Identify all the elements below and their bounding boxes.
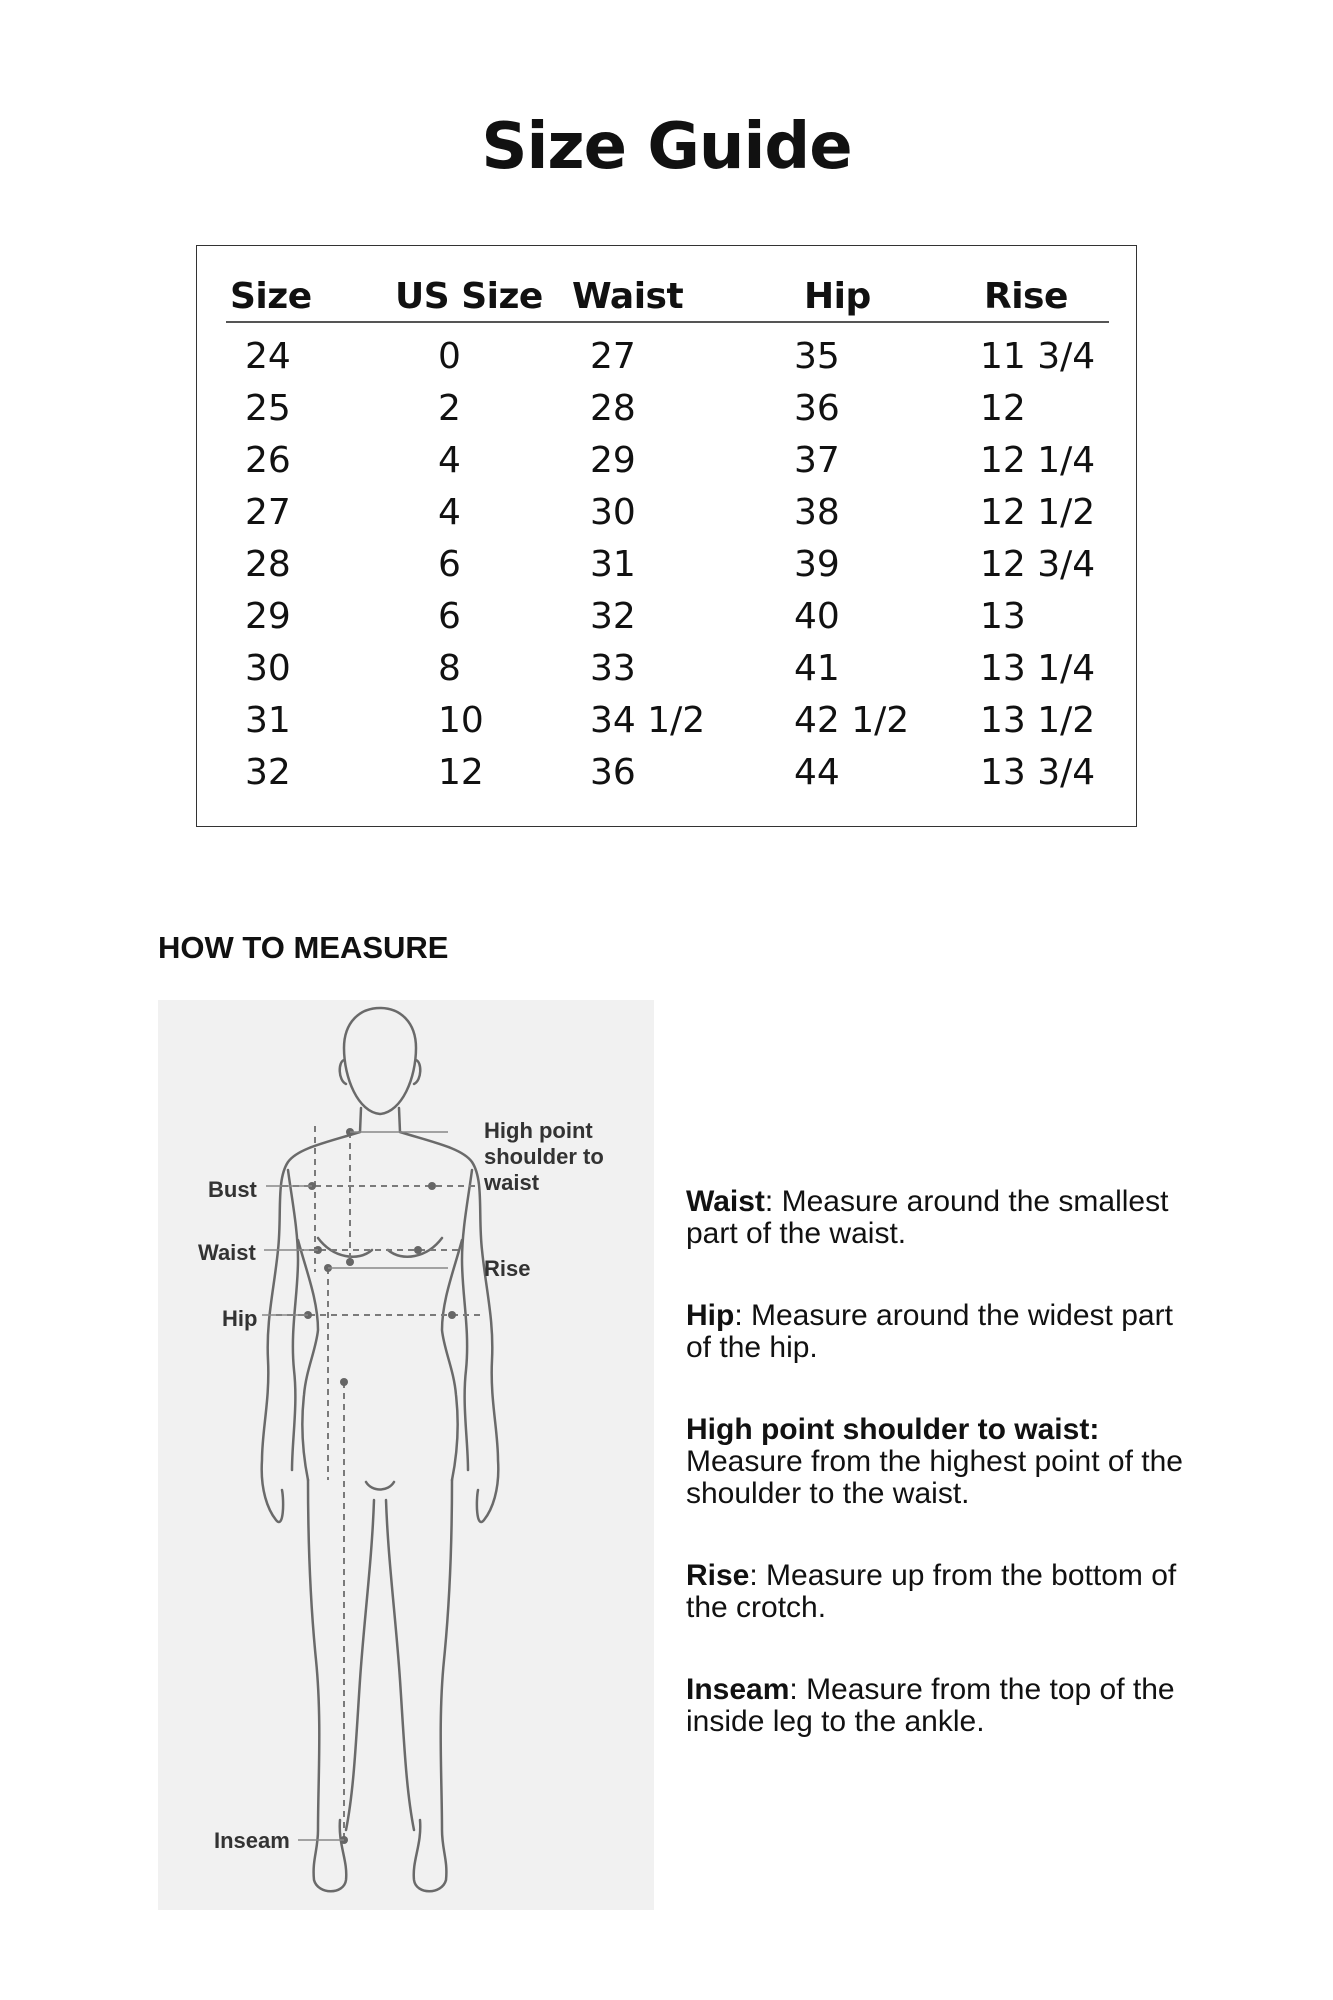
cell-size: 24 [245,336,291,377]
cell-rise: 13 1/2 [980,700,1096,741]
cell-hip: 35 [794,336,840,377]
cell-size: 31 [245,700,291,741]
label-high-point-line3: waist [484,1170,540,1195]
cell-size: 28 [245,544,291,585]
cell-waist: 31 [590,544,636,585]
cell-rise: 12 3/4 [980,544,1096,585]
instruction-rise: Rise: Measure up from the bottom of the crotch. [686,1559,1177,1624]
page-title: Size Guide [481,110,852,184]
cell-waist: 29 [590,440,636,481]
cell-waist: 34 1/2 [590,700,706,741]
label-high-point-line1: High point [484,1118,593,1143]
instruction-inseam: Inseam: Measure from the top of the inside leg to the ankle. [686,1673,1175,1738]
header-rise: Rise [984,276,1068,317]
cell-us-size: 0 [438,336,461,377]
label-high-point-shoulder [484,1118,604,1196]
cell-size: 25 [245,388,291,429]
body-measurement-figure [158,1000,654,1910]
cell-us-size: 4 [438,492,461,533]
header-hip: Hip [804,276,871,317]
cell-hip: 42 1/2 [794,700,910,741]
label-bust: Bust [208,1177,257,1202]
cell-hip: 36 [794,388,840,429]
cell-rise: 11 3/4 [980,336,1096,377]
cell-hip: 44 [794,752,840,793]
cell-hip: 37 [794,440,840,481]
table-row [197,700,1136,752]
cell-us-size: 12 [438,752,484,793]
table-row [197,752,1136,804]
table-row [197,440,1136,492]
cell-us-size: 6 [438,544,461,585]
table-row [197,492,1136,544]
label-high-point-line2: shoulder to [484,1144,604,1169]
label-rise: Rise [484,1256,531,1281]
cell-size: 30 [245,648,291,689]
cell-waist: 36 [590,752,636,793]
header-size: Size [230,276,312,317]
header-divider [226,321,1109,323]
cell-us-size: 6 [438,596,461,637]
cell-rise: 12 1/4 [980,440,1096,481]
table-row [197,336,1136,388]
cell-size: 26 [245,440,291,481]
label-hip: Hip [222,1306,258,1331]
table-row [197,388,1136,440]
label-inseam: Inseam [214,1828,290,1853]
cell-hip: 40 [794,596,840,637]
label-waist: Waist [198,1240,256,1265]
cell-waist: 30 [590,492,636,533]
cell-us-size: 8 [438,648,461,689]
cell-rise: 13 [980,596,1026,637]
cell-waist: 27 [590,336,636,377]
cell-waist: 28 [590,388,636,429]
header-us-size: US Size [395,276,543,317]
header-waist: Waist [572,276,684,317]
cell-waist: 32 [590,596,636,637]
cell-rise: 13 1/4 [980,648,1096,689]
table-row [197,596,1136,648]
cell-waist: 33 [590,648,636,689]
instruction-high-point: High point shoulder to waist: Measure from the highest point of the shoulder to the waist. [686,1413,1183,1510]
how-to-measure-heading: HOW TO MEASURE [158,930,449,965]
table-row [197,544,1136,596]
cell-size: 32 [245,752,291,793]
size-table [196,245,1137,827]
cell-rise: 12 [980,388,1026,429]
cell-size: 27 [245,492,291,533]
table-row [197,648,1136,700]
cell-us-size: 10 [438,700,484,741]
cell-rise: 12 1/2 [980,492,1096,533]
cell-us-size: 2 [438,388,461,429]
cell-rise: 13 3/4 [980,752,1096,793]
cell-hip: 38 [794,492,840,533]
cell-us-size: 4 [438,440,461,481]
instruction-hip: Hip: Measure around the widest part of the hip. [686,1299,1173,1364]
cell-hip: 41 [794,648,840,689]
cell-hip: 39 [794,544,840,585]
instruction-waist: Waist: Measure around the smallest part of the waist. [686,1185,1169,1250]
cell-size: 29 [245,596,291,637]
